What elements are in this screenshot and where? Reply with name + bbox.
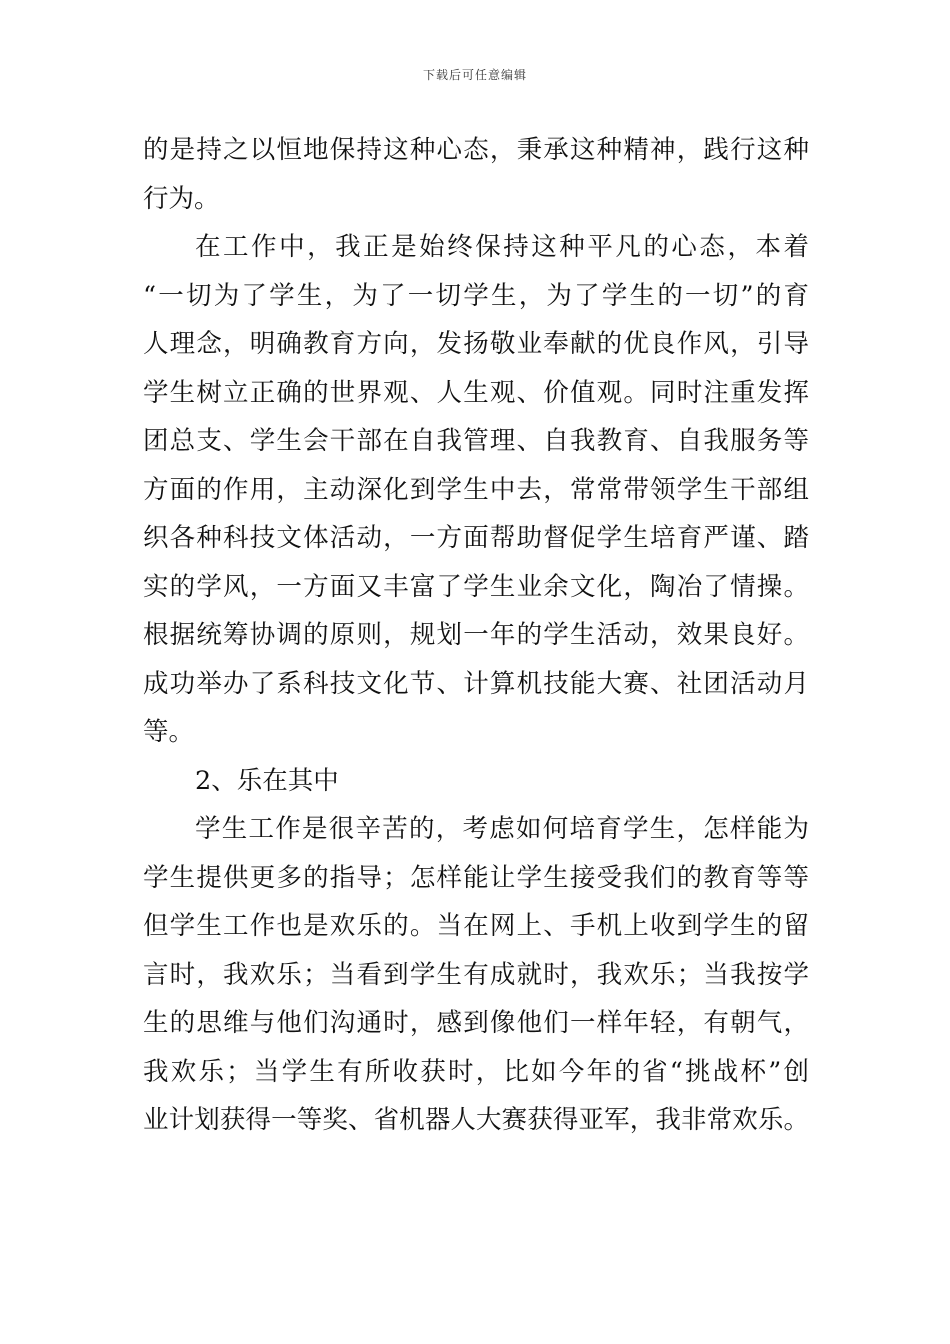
- paragraph-first-line: 学生工作是很辛苦的，考虑如何培育学生，怎样能为: [195, 814, 809, 844]
- text-line: 业计划获得一等奖、省机器人大赛获得亚军，我非常欢乐。: [143, 1105, 809, 1135]
- paragraph-first-line: 在工作中，我正是始终保持这种平凡的心态，本着: [195, 232, 809, 262]
- text-line: 方面的作用，主动深化到学生中去，常常带领学生干部组: [143, 474, 809, 505]
- page-header: 下载后可任意编辑: [422, 68, 527, 82]
- section-heading: 2、乐在其中: [195, 765, 339, 796]
- text-line: 学生树立正确的世界观、人生观、价值观。同时注重发挥: [143, 377, 809, 408]
- text-line: 言时，我欢乐；当看到学生有成就时，我欢乐；当我按学: [143, 959, 809, 990]
- text-line: 的是持之以恒地保持这种心态，秉承这种精神，践行这种: [143, 135, 809, 165]
- text-line: 人理念，明确教育方向，发扬敬业奉献的优良作风，引导: [143, 329, 809, 359]
- text-line: 生的思维与他们沟通时，感到像他们一样年轻，有朝气，: [143, 1008, 809, 1038]
- text-line: 我欢乐；当学生有所收获时，比如今年的省“挑战杯”创: [143, 1056, 809, 1087]
- document-body: [143, 126, 809, 1145]
- text-line: 等。: [143, 717, 195, 747]
- text-line: 行为。: [143, 183, 220, 214]
- text-line: 但学生工作也是欢乐的。当在网上、手机上收到学生的留: [143, 911, 809, 941]
- text-line: 成功举办了系科技文化节、计算机技能大赛、社团活动月: [143, 668, 809, 699]
- text-line: 实的学风，一方面又丰富了学生业余文化，陶冶了情操。: [143, 571, 809, 602]
- text-line: 织各种科技文体活动，一方面帮助督促学生培育严谨、踏: [143, 523, 809, 553]
- text-line: 根据统筹协调的原则，规划一年的学生活动，效果良好。: [143, 620, 809, 650]
- text-line: “一切为了学生，为了一切学生，为了学生的一切”的育: [143, 280, 809, 311]
- text-line: 学生提供更多的指导；怎样能让学生接受我们的教育等等: [143, 862, 809, 893]
- text-line: 团总支、学生会干部在自我管理、自我教育、自我服务等: [143, 426, 809, 456]
